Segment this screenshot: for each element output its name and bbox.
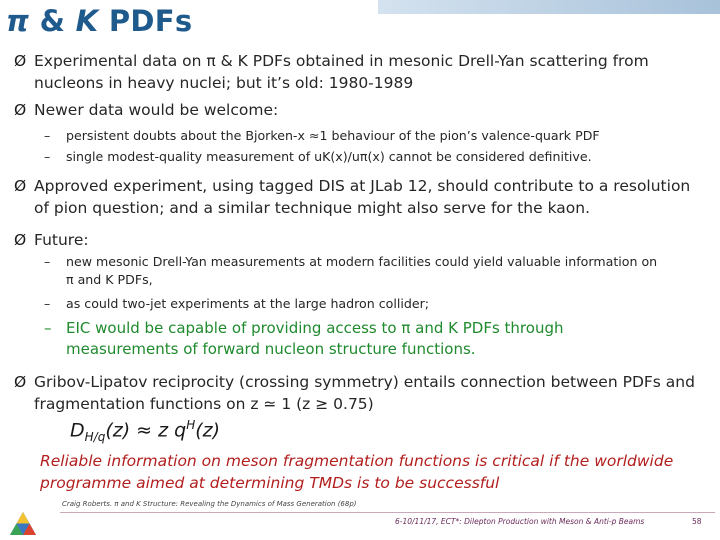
bullet-approved-experiment [14,175,704,219]
subbullet-single-measurement [44,148,704,166]
dash-icon: – [44,149,51,164]
bullet-arrow-icon: Ø [14,101,27,119]
subbullet-two-jet [44,295,664,313]
subbullet-text: EIC would be capable of providing access to π and K PDFs through measurements of forward nucleon structure functions. [66,319,564,358]
bullet-arrow-icon: Ø [14,231,27,249]
bullet-gribov-lipatov [14,371,704,415]
subbullet-text: as could two-jet experiments at the large hadron collider; [66,296,430,311]
bullet-text: Newer data would be welcome: [34,101,279,119]
slide-title [6,4,192,38]
title-k: K [75,4,99,38]
footer-author: Craig Roberts. π and K Structure: Revealing the Dynamics of Mass Generation (68p) [62,500,357,508]
dash-icon: – [44,254,51,269]
subbullet-bjorken-x [44,127,704,145]
subbullet-eic [44,318,664,360]
reciprocity-formula: $D_{H/q}(z) \approx z$ $q^H(z)$ [70,418,221,445]
bullet-text: Experimental data on π & K PDFs obtained in mesonic Drell-Yan scattering from nucleons in heavy nuclei; but it’s old: 1980-1989 [34,52,649,92]
bullet-arrow-icon: Ø [14,177,27,195]
subbullet-text: new mesonic Drell-Yan measurements at modern facilities could yield valuable information on π and K PDFs, [66,254,658,287]
page-number: 58 [692,517,702,526]
bullet-text: Future: [34,231,89,249]
title-rest: PDFs [98,4,193,38]
subbullet-text: persistent doubts about the Bjorken-x ≈1 behaviour of the pion’s valence-quark PDF [66,128,600,143]
footer-event: 6-10/11/17, ECT*: Dilepton Production with Meson & Anti-p Beams [395,517,645,526]
dash-icon: – [44,319,52,337]
dash-icon: – [44,128,51,143]
bullet-text: Gribov-Lipatov reciprocity (crossing symmetry) entails connection between PDFs and fragmentation functions on z ≃ 1 (z ≥ 0.75) [34,373,695,413]
dash-icon: – [44,296,51,311]
bullet-arrow-icon: Ø [14,52,27,70]
bullet-experimental-data [14,50,694,94]
subbullet-text: single modest-quality measurement of uK(x)/uπ(x) cannot be considered definitive. [66,149,592,164]
title-pi: π [6,4,30,38]
subbullet-drell-yan [44,253,664,289]
bullet-newer-data [14,99,694,121]
title-decoration-bar [378,0,720,14]
fragmentation-note: Reliable information on meson fragmentation functions is critical if the worldwide programme aimed at determining TMDs is to be successful [40,452,674,492]
title-amp: & [29,4,76,38]
institution-logo-icon [8,510,38,538]
footer-divider [60,512,715,513]
bullet-arrow-icon: Ø [14,373,27,391]
bullet-future [14,229,694,251]
bullet-text: Approved experiment, using tagged DIS at JLab 12, should contribute to a resolution of pion question; and a similar technique might also serve for the kaon. [34,177,691,217]
